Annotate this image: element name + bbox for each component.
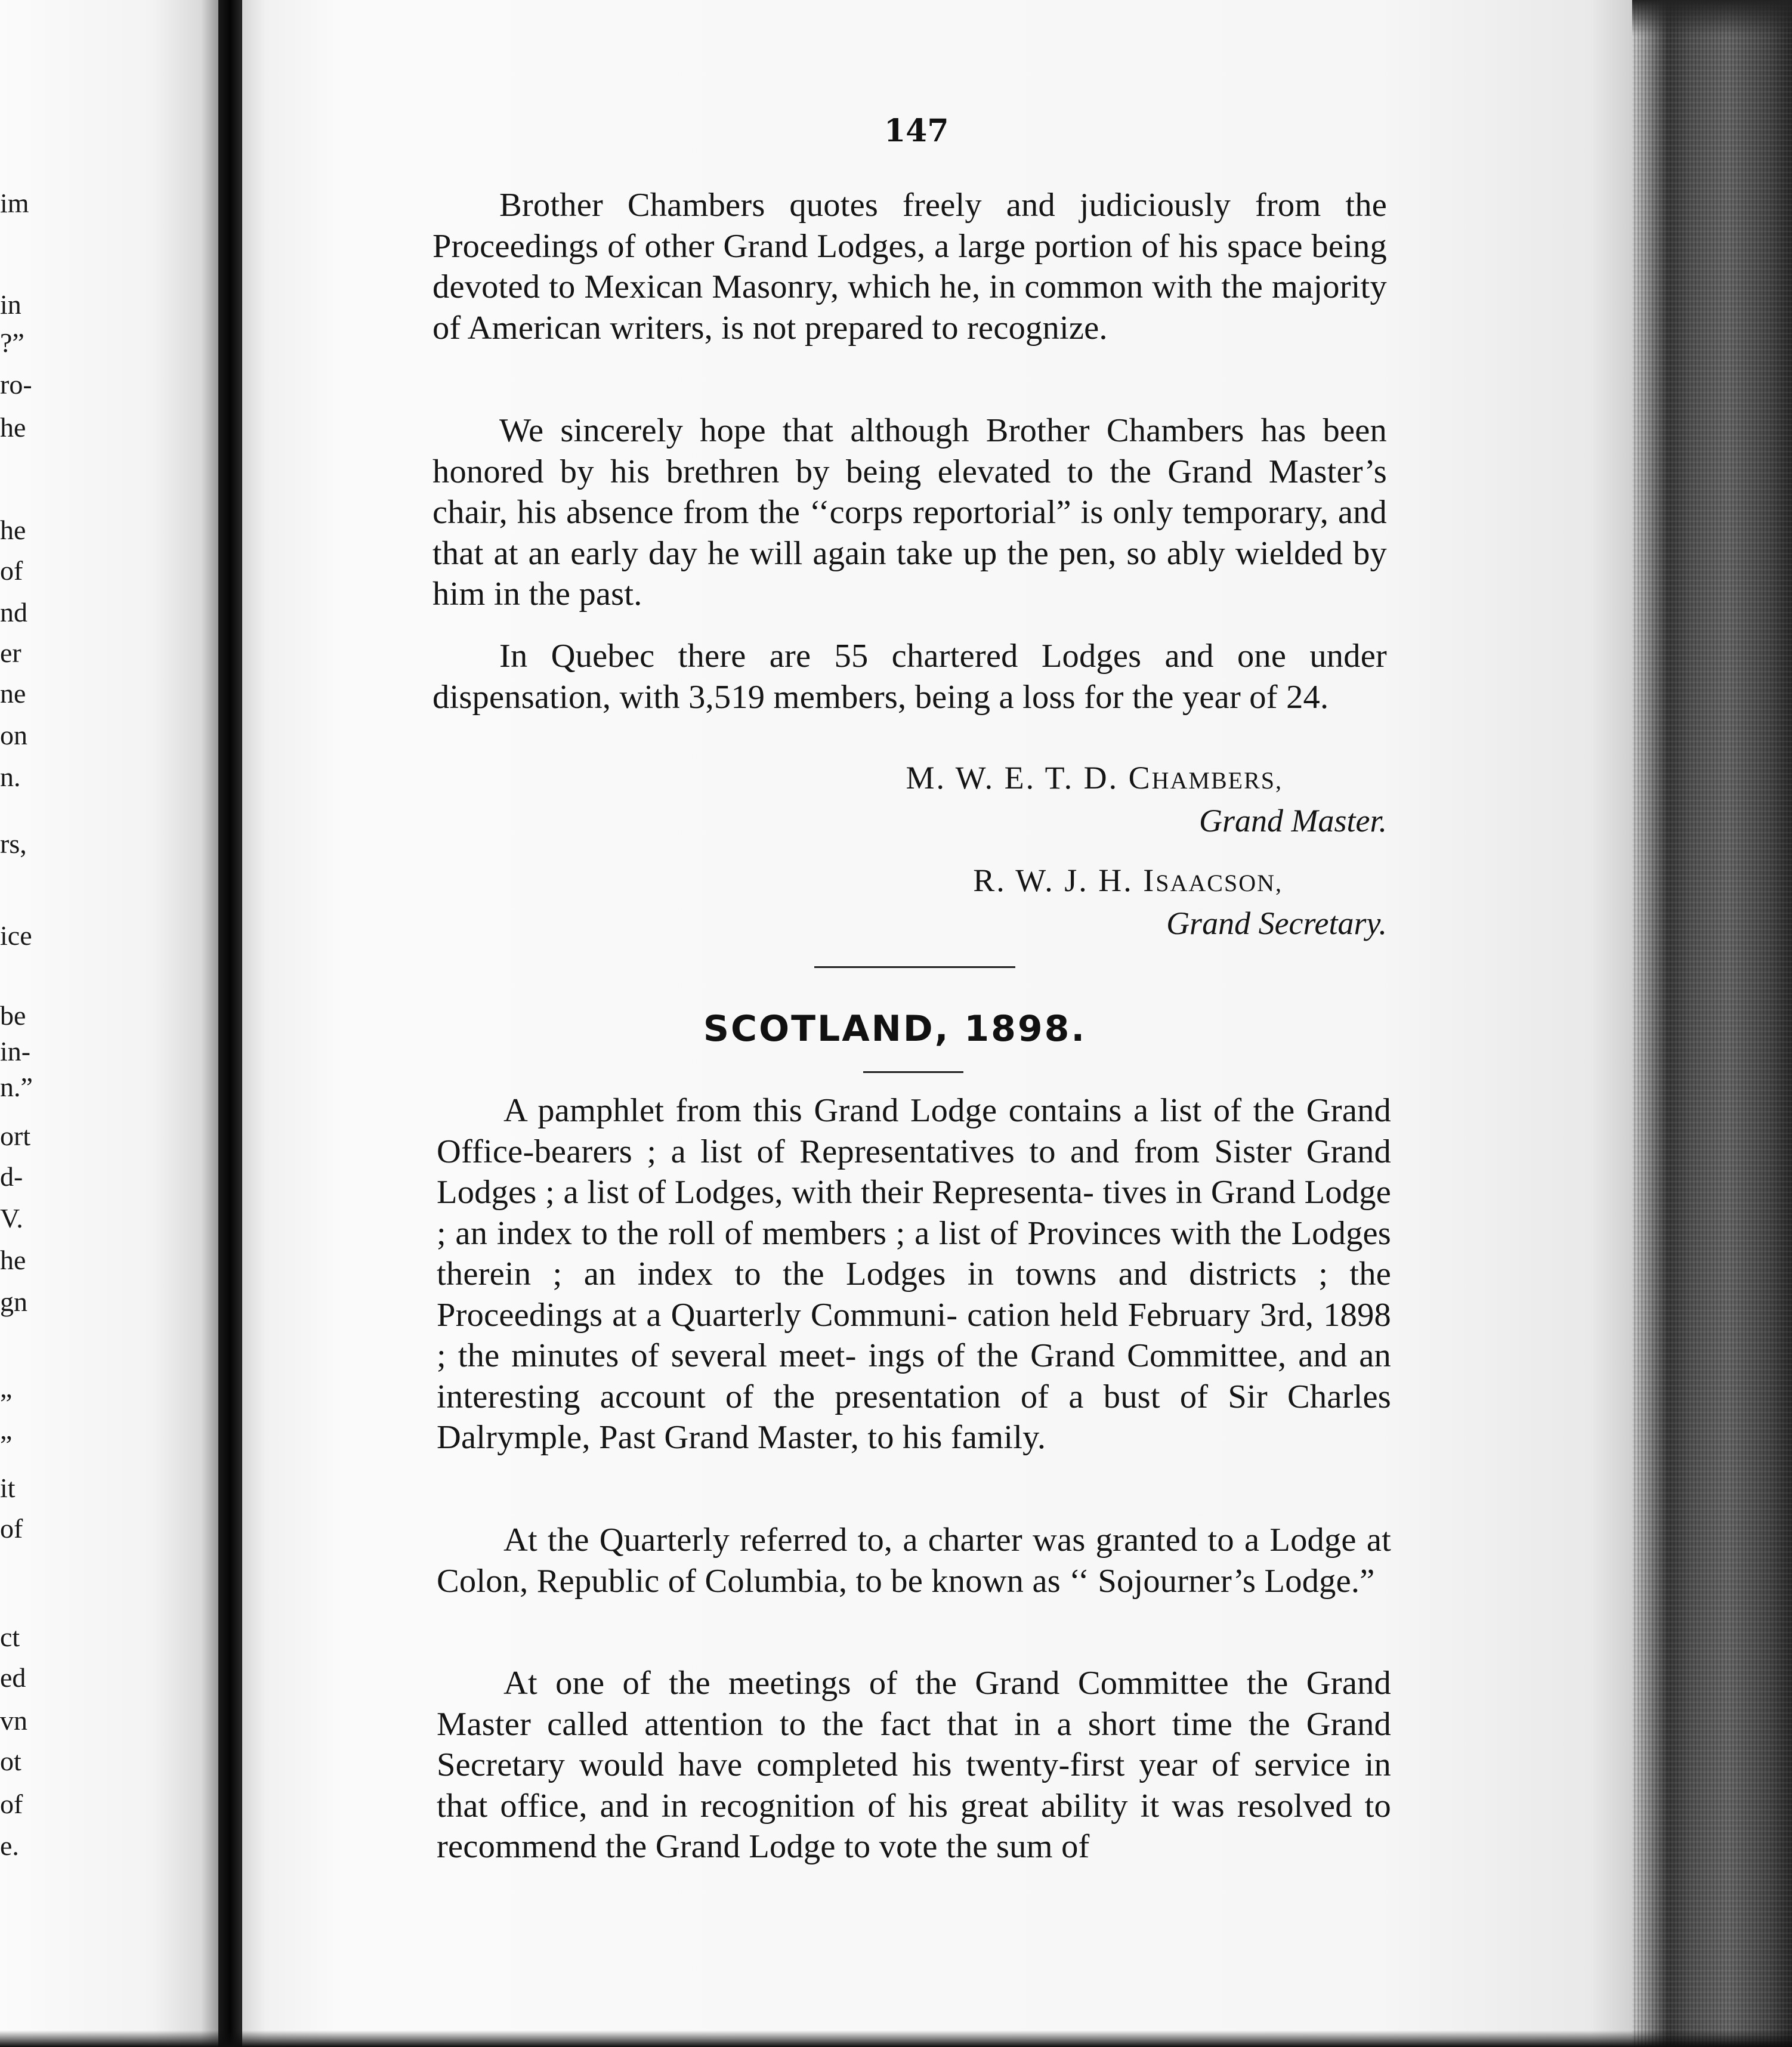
- previous-page-fragment: n.”: [0, 1072, 33, 1102]
- previous-page-fragment: in-: [0, 1036, 31, 1066]
- previous-page-fragment: of: [0, 555, 23, 586]
- signature-grand-master-title: Grand Master.: [1198, 803, 1387, 839]
- previous-page-fragment: n.: [0, 762, 21, 792]
- previous-page-fragment: d-: [0, 1161, 23, 1192]
- previous-page-fragment: ort: [0, 1121, 31, 1151]
- previous-page-fragment: rs,: [0, 828, 27, 859]
- paragraph-quebec-lodges: In Quebec there are 55 chartered Lodges and one under dispensation, with 3,519 members, being a loss for the year of 24.: [432, 638, 1387, 716]
- previous-page-fragment: ro-: [0, 369, 32, 400]
- heading-underline: [863, 1071, 963, 1073]
- previous-page-fragment: of: [0, 1789, 23, 1819]
- section-divider: [814, 966, 1015, 968]
- paragraph-scotland-pamphlet: A pamphlet from this Grand Lodge contains a list of the Grand Office-bearers ; a list of Representatives to and from Sister Grand Lodges ; a list of Lodges, with their Representa- tives in Grand Lodge ; an index to the roll of members ; a list of Provinces with the Lodges therein ; an index to the Lodges in towns and districts ; the Proceedings at a Quarterly Communi- cation held February 3rd, 1898 ; the minutes of several meet- ings of the Grand Committee, and an interesting account of the presentation of a bust of Sir Charles Dalrymple, Past Grand Master, to his family.: [437, 1092, 1391, 1456]
- paragraph-quarterly-charter: At the Quarterly referred to, a charter was granted to a Lodge at Colon, Republic of Columbia, to be known as ‘‘ Sojourner’s Lodge.”: [437, 1522, 1391, 1600]
- scan-bottom-edge: [0, 2030, 1792, 2047]
- previous-page-fragment: im: [0, 188, 29, 218]
- section-heading: SCOTLAND, 1898.: [703, 1008, 1087, 1050]
- previous-page-fragment: er: [0, 638, 21, 668]
- page-number: 147: [884, 113, 949, 149]
- previous-page-fragment: ct: [0, 1622, 20, 1652]
- previous-page-fragment: nd: [0, 597, 27, 627]
- previous-page-fragment: e.: [0, 1830, 19, 1861]
- previous-page-fragment: be: [0, 1000, 26, 1031]
- previous-page-fragment: ot: [0, 1746, 21, 1776]
- previous-page-fragment: he: [0, 515, 26, 545]
- signature-grand-secretary-name: R. W. J. H. ISAACSON,: [973, 862, 1283, 898]
- previous-page-fragment: he: [0, 412, 26, 443]
- signature-grand-secretary-title: Grand Secretary.: [1166, 905, 1387, 941]
- previous-page-fragment: vn: [0, 1705, 27, 1736]
- previous-page-fragment: on: [0, 720, 27, 750]
- paragraph-grand-committee: At one of the meetings of the Grand Committee the Grand Master called attention to the fact that in a short time the Grand Secretary would have completed his twenty-first year of service in that office, and in recognition of his great ability it was resolved to recommend the Grand Lodge to vote the sum of: [437, 1665, 1391, 1865]
- paragraph-chambers-quotes: Brother Chambers quotes freely and judiciously from the Proceedings of other Grand Lodges, a large portion of his space being devoted to Mexican Masonry, which he, in common with the majority of American writers, is not prepared to recognize.: [432, 187, 1387, 347]
- previous-page-fragment: ed: [0, 1662, 26, 1693]
- book-gutter: [218, 0, 242, 2047]
- previous-page-fragment: in: [0, 289, 21, 320]
- previous-page-fragment: ”: [0, 1430, 13, 1460]
- signature-grand-master-name: M. W. E. T. D. CHAMBERS,: [906, 760, 1283, 796]
- previous-page-fragment: ?”: [0, 327, 24, 358]
- previous-page-fragment: of: [0, 1513, 23, 1544]
- previous-page-fragment: gn: [0, 1287, 27, 1317]
- previous-page-fragment: he: [0, 1245, 26, 1275]
- previous-page-fragment: ne: [0, 678, 26, 709]
- paragraph-sincere-hope: We sincerely hope that although Brother Chambers has been honored by his brethren by being elevated to the Grand Master’s chair, his absence from the ‘‘corps reportorial” is only temporary, and that at an early day he will again take up the pen, so ably wielded by him in the past.: [432, 412, 1387, 613]
- previous-page-edge: [0, 0, 218, 2047]
- previous-page-fragment: V.: [0, 1203, 23, 1233]
- previous-page-fragment: ice: [0, 920, 32, 951]
- page-stack-shadow: [1632, 0, 1792, 36]
- previous-page-fragment: ”: [0, 1388, 13, 1418]
- page-stack-texture: [1632, 0, 1792, 2047]
- previous-page-fragment: it: [0, 1473, 16, 1503]
